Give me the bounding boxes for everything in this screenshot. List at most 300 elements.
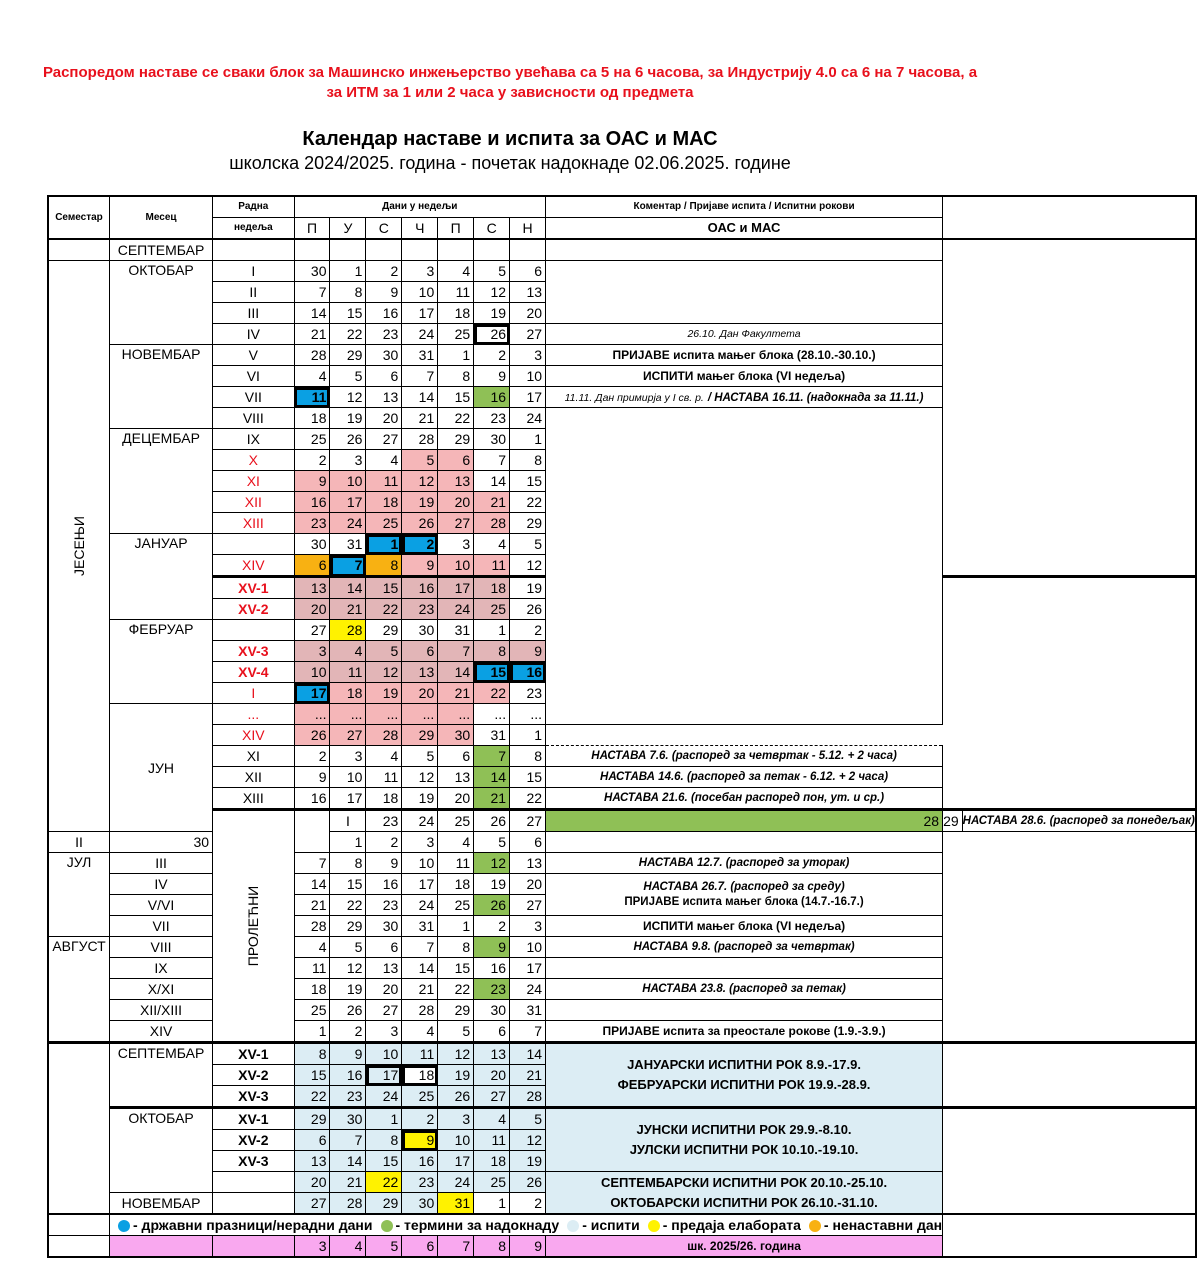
- calendar-row: [48, 387, 1196, 408]
- day-cell: ...: [438, 704, 474, 725]
- day-cell: 11: [402, 1043, 438, 1065]
- day-cell: 29: [330, 916, 366, 937]
- day-cell: 28: [294, 345, 330, 366]
- day-cell: 11: [438, 853, 474, 874]
- day-cell: 8: [510, 450, 546, 471]
- day-cell: 14: [474, 471, 510, 492]
- day-cell: 8: [294, 1043, 330, 1065]
- comment-cell: 26.10. Дан Факултета: [546, 324, 943, 345]
- day-cell: 22: [510, 788, 546, 810]
- comment-cell: НАСТАВА 21.6. (посебан распоред пон, ут. и ср.): [546, 788, 943, 810]
- comment-cell: ИСПИТИ мањег блока (VI недеља): [546, 366, 943, 387]
- day-cell: 9: [294, 767, 330, 788]
- comment-cell: ПРИЈАВЕ испита за преостале рокове (1.9.-3.9.): [546, 1021, 943, 1043]
- day-cell: 16: [402, 1151, 438, 1172]
- day-cell: 17: [438, 1151, 474, 1172]
- semester-header: Семестар: [48, 196, 110, 239]
- day-cell: 30: [294, 261, 330, 282]
- day-cell: 22: [474, 683, 510, 704]
- exam-period-label: ФЕБРУАРСКИ ИСПИТНИ РОК 19.9.-28.9.: [617, 1077, 871, 1092]
- day-cell: 9: [402, 1130, 438, 1151]
- day-cell: 2: [510, 1193, 546, 1215]
- day-cell: 15: [438, 958, 474, 979]
- day-cell: 18: [366, 788, 402, 810]
- day-cell: 28: [510, 1086, 546, 1108]
- day-cell: 14: [402, 958, 438, 979]
- day-cell: 14: [294, 874, 330, 895]
- legend-label: - предаја елабората: [662, 1216, 801, 1233]
- day-cell: 21: [294, 895, 330, 916]
- week-label: II: [48, 832, 110, 853]
- day-cell: 18: [366, 492, 402, 513]
- day-cell: 5: [330, 366, 366, 387]
- day-cell: 19: [330, 408, 366, 429]
- week-label: XV-3: [213, 641, 294, 662]
- day-cell: 28: [402, 1000, 438, 1021]
- day-cell: 4: [438, 261, 474, 282]
- day-cell: 15: [294, 1065, 330, 1086]
- day-cell: 1: [474, 620, 510, 641]
- day-cell: ...: [402, 704, 438, 725]
- week-label: XI: [213, 471, 294, 492]
- day-cell: 24: [366, 1086, 402, 1108]
- day-cell: ...: [366, 704, 402, 725]
- month-label: ОКТОБАР: [110, 261, 213, 345]
- comment-cell: [546, 1108, 943, 1172]
- month-label: ДЕЦЕМБАР: [110, 429, 213, 534]
- week-label: [213, 534, 294, 555]
- day-header-sun: Н: [510, 218, 546, 240]
- day-cell: 12: [402, 471, 438, 492]
- day-cell: 25: [474, 1172, 510, 1193]
- week-label: XIV: [213, 555, 294, 577]
- month-header: Месец: [110, 196, 213, 239]
- next-year-row: [48, 1236, 1196, 1258]
- day-cell: 12: [330, 958, 366, 979]
- semester-label-autumn: [48, 261, 110, 832]
- day-cell: 19: [510, 1151, 546, 1172]
- day-cell: 17: [402, 874, 438, 895]
- comment-cell: НАСТАВА 9.8. (распоред за четвртак): [546, 937, 943, 958]
- day-cell: 23: [366, 810, 402, 832]
- day-cell: 29: [294, 1108, 330, 1130]
- day-cell: 16: [294, 492, 330, 513]
- day-cell: 28: [402, 429, 438, 450]
- day-cell: 12: [474, 282, 510, 303]
- day-cell: 26: [294, 725, 330, 746]
- day-cell: 28: [330, 620, 366, 641]
- day-cell: ...: [510, 704, 546, 725]
- day-cell: 25: [438, 810, 474, 832]
- day-cell: 3: [294, 1236, 330, 1258]
- day-cell: 19: [474, 874, 510, 895]
- day-cell: 12: [438, 1043, 474, 1065]
- day-cell: 10: [402, 282, 438, 303]
- day-cell: 24: [510, 979, 546, 1000]
- comment-cell: [546, 1000, 943, 1021]
- day-cell: 19: [474, 303, 510, 324]
- day-cell: 26: [474, 324, 510, 345]
- semester-label-spring: [213, 810, 294, 1043]
- day-cell: 22: [438, 408, 474, 429]
- page-title: Календар наставе и испита за ОАС и МАС: [302, 128, 718, 150]
- day-cell: 5: [474, 261, 510, 282]
- day-cell: 11: [294, 958, 330, 979]
- comment-header: Коментар / Пријаве испита / Испитни рокови: [546, 196, 943, 218]
- week-label: XV-1: [213, 1108, 294, 1130]
- day-cell: 30: [402, 620, 438, 641]
- day-cell: 5: [438, 1021, 474, 1043]
- day-cell: 17: [510, 387, 546, 408]
- calendar-row: [48, 725, 1196, 746]
- day-cell: 3: [294, 641, 330, 662]
- week-label: XI: [213, 746, 294, 767]
- day-cell: 17: [510, 958, 546, 979]
- day-cell: 9: [366, 282, 402, 303]
- day-cell: 12: [510, 1130, 546, 1151]
- comment-cell: НАСТАВА 12.7. (распоред за уторак): [546, 853, 943, 874]
- day-cell: 5: [402, 450, 438, 471]
- day-header-sat: С: [474, 218, 510, 240]
- day-cell: 20: [474, 1065, 510, 1086]
- day-cell: 2: [366, 832, 402, 853]
- day-cell: 21: [438, 683, 474, 704]
- day-cell: 20: [366, 979, 402, 1000]
- day-cell: 26: [510, 599, 546, 620]
- spacer: [48, 1236, 110, 1258]
- day-cell: 31: [402, 916, 438, 937]
- legend-swatch-icon: [567, 1220, 579, 1232]
- day-cell: 26: [330, 429, 366, 450]
- day-cell: 25: [402, 1086, 438, 1108]
- day-cell: 10: [510, 366, 546, 387]
- calendar-row: [48, 1108, 1196, 1130]
- day-cell: 28: [330, 1193, 366, 1215]
- day-cell: 10: [402, 853, 438, 874]
- day-cell: 29: [366, 620, 402, 641]
- day-cell: 13: [438, 471, 474, 492]
- day-cell: 11: [366, 767, 402, 788]
- day-cell: 24: [330, 513, 366, 534]
- day-cell: 7: [474, 746, 510, 767]
- calendar-row: [48, 810, 1196, 832]
- day-cell: 26: [510, 1172, 546, 1193]
- comment-cell: [546, 261, 943, 324]
- exam-period-label: СЕПТЕМБАРСКИ ИСПИТНИ РОК 20.10.-25.10.: [600, 1174, 888, 1190]
- day-cell: 2: [294, 746, 330, 767]
- comment-cell: ПРИЈАВЕ испита мањег блока (28.10.-30.10.): [546, 345, 943, 366]
- week-label: IX: [213, 429, 294, 450]
- day-cell: 18: [294, 408, 330, 429]
- day-cell: 23: [294, 513, 330, 534]
- comment-note: ПРИЈАВЕ испита мањег блока (14.7.-16.7.): [624, 895, 864, 908]
- day-header-tue: У: [330, 218, 366, 240]
- day-cell: 30: [438, 725, 474, 746]
- day-cell: 8: [366, 1130, 402, 1151]
- day-cell: 19: [438, 1065, 474, 1086]
- week-label: VII: [213, 387, 294, 408]
- day-cell: 13: [294, 1151, 330, 1172]
- comment-cell: НАСТАВА 7.6. (распоред за четвртак - 5.12. + 2 часа): [546, 746, 943, 767]
- day-cell: 16: [366, 874, 402, 895]
- day-cell: 6: [474, 1021, 510, 1043]
- day-cell: 29: [943, 810, 963, 832]
- day-cell: 7: [510, 1021, 546, 1043]
- comment-cell: [546, 408, 943, 725]
- day-cell: 21: [402, 979, 438, 1000]
- exam-period-label: ЈУЛСКИ ИСПИТНИ РОК 10.10.-19.10.: [629, 1142, 859, 1157]
- day-cell: 31: [330, 534, 366, 555]
- day-cell: 2: [366, 261, 402, 282]
- day-cell: 5: [474, 832, 510, 853]
- day-cell: 24: [402, 810, 438, 832]
- spacer: [110, 1236, 213, 1258]
- day-cell: 15: [474, 662, 510, 683]
- day-cell: 28: [474, 513, 510, 534]
- day-cell: 4: [366, 450, 402, 471]
- week-label: XV-2: [213, 1065, 294, 1086]
- day-cell: 8: [510, 746, 546, 767]
- week-label: I: [330, 810, 366, 832]
- legend-swatch-icon: [648, 1220, 660, 1232]
- day-cell: 17: [366, 1065, 402, 1086]
- day-cell: 31: [438, 620, 474, 641]
- day-cell: 8: [474, 641, 510, 662]
- day-cell: 1: [474, 1193, 510, 1215]
- day-cell: 24: [402, 895, 438, 916]
- day-cell: 11: [474, 555, 510, 577]
- semester-label-text: ПРОЛЕЋНИ: [245, 885, 262, 967]
- day-cell: 14: [330, 1151, 366, 1172]
- day-cell: 21: [330, 1172, 366, 1193]
- day-cell: 16: [402, 577, 438, 599]
- week-label: XII: [213, 492, 294, 513]
- day-cell: 3: [366, 1021, 402, 1043]
- day-cell: 23: [474, 408, 510, 429]
- day-cell: 3: [438, 534, 474, 555]
- day-cell: 25: [294, 1000, 330, 1021]
- day-cell: 25: [438, 324, 474, 345]
- day-cell: 27: [438, 513, 474, 534]
- day-cell: 23: [330, 1086, 366, 1108]
- day-cell: 5: [510, 1108, 546, 1130]
- comment-cell: [546, 239, 943, 261]
- day-cell: 4: [330, 1236, 366, 1258]
- day-cell: 7: [402, 937, 438, 958]
- day-cell: 14: [402, 387, 438, 408]
- day-cell: 22: [366, 1172, 402, 1193]
- comment-cell: [546, 1043, 943, 1108]
- month-label: ЈУН: [110, 704, 213, 832]
- day-cell: 1: [510, 725, 546, 746]
- day-cell: 14: [510, 1043, 546, 1065]
- day-cell: 3: [402, 261, 438, 282]
- day-cell: 16: [294, 788, 330, 810]
- week-label: I: [213, 261, 294, 282]
- week-label: XIII: [213, 513, 294, 534]
- week-label: VIII: [110, 937, 213, 958]
- day-cell: 14: [330, 577, 366, 599]
- day-cell: 15: [510, 471, 546, 492]
- days-of-week-header: Дани у недељи: [294, 196, 545, 218]
- comment-cell: [546, 958, 943, 979]
- day-cell: 15: [438, 387, 474, 408]
- day-cell: 3: [330, 450, 366, 471]
- day-cell: 7: [294, 853, 330, 874]
- day-cell: 21: [402, 408, 438, 429]
- day-cell: 12: [402, 767, 438, 788]
- page-subtitle: школска 2024/2025. година - почетак надокнаде 02.06.2025. године: [229, 153, 791, 173]
- week-label: XV-3: [213, 1086, 294, 1108]
- calendar-row: [48, 366, 1196, 387]
- day-cell: ...: [474, 704, 510, 725]
- day-cell: 20: [510, 303, 546, 324]
- day-cell: 13: [366, 958, 402, 979]
- month-label: СЕПТЕМБАР: [110, 239, 213, 261]
- day-cell: 17: [402, 303, 438, 324]
- week-label: XIV: [110, 1021, 213, 1043]
- day-cell: 7: [438, 641, 474, 662]
- day-cell: 24: [438, 1172, 474, 1193]
- day-cell: ...: [294, 704, 330, 725]
- semester-cell-empty: [48, 239, 110, 261]
- month-label: СЕПТЕМБАР: [110, 1043, 213, 1108]
- day-cell: 31: [510, 1000, 546, 1021]
- day-cell: 13: [366, 387, 402, 408]
- calendar-row: [48, 1172, 1196, 1193]
- day-cell: 21: [330, 599, 366, 620]
- week-label: V/VI: [110, 895, 213, 916]
- day-cell: 9: [366, 853, 402, 874]
- calendar-row: [48, 345, 1196, 366]
- legend-label: - ненаставни дан: [823, 1216, 943, 1233]
- day-cell: 2: [402, 534, 438, 555]
- comment-cell: [546, 874, 943, 916]
- day-cell: 9: [510, 1236, 546, 1258]
- day-cell: 5: [510, 534, 546, 555]
- day-cell: 17: [438, 577, 474, 599]
- day-cell: 19: [402, 492, 438, 513]
- day-cell: 30: [366, 345, 402, 366]
- day-cell: 18: [294, 979, 330, 1000]
- week-label: XV-2: [213, 1130, 294, 1151]
- day-cell: 10: [294, 662, 330, 683]
- day-cell: 9: [402, 555, 438, 577]
- calendar-row: [48, 324, 1196, 345]
- week-label: VI: [213, 366, 294, 387]
- day-cell: 13: [294, 577, 330, 599]
- legend-swatch-icon: [118, 1220, 130, 1232]
- day-cell: 9: [474, 366, 510, 387]
- day-cell: 27: [510, 810, 546, 832]
- day-cell: 15: [330, 303, 366, 324]
- day-cell: 7: [330, 555, 366, 577]
- day-cell: 1: [330, 261, 366, 282]
- day-cell: 2: [330, 1021, 366, 1043]
- day-header-thu: Ч: [402, 218, 438, 240]
- week-label: [213, 1172, 294, 1193]
- day-cell: 12: [366, 662, 402, 683]
- day-cell: 8: [474, 1236, 510, 1258]
- day-cell: 11: [474, 1130, 510, 1151]
- day-cell: 10: [330, 471, 366, 492]
- day-cell: 25: [474, 599, 510, 620]
- day-cell: 17: [330, 788, 366, 810]
- legend-swatch-icon: [809, 1220, 821, 1232]
- day-cell: 22: [510, 492, 546, 513]
- day-cell: 9: [474, 937, 510, 958]
- day-cell: 7: [474, 450, 510, 471]
- month-label: НОВЕМБАР: [110, 1193, 213, 1215]
- day-cell: 30: [110, 832, 213, 853]
- day-cell: 23: [510, 683, 546, 704]
- day-cell: ...: [330, 704, 366, 725]
- day-cell: 26: [402, 513, 438, 534]
- day-cell: 10: [510, 937, 546, 958]
- day-cell: 22: [438, 979, 474, 1000]
- week-label: XV-1: [213, 577, 294, 599]
- month-label: ФЕБРУАР: [110, 620, 213, 704]
- day-cell: 19: [402, 788, 438, 810]
- day-cell: 13: [402, 662, 438, 683]
- day-cell: 14: [474, 767, 510, 788]
- month-label: ЈУЛ: [48, 853, 110, 937]
- day-cell: 4: [294, 937, 330, 958]
- week-label: [213, 239, 294, 261]
- day-cell: 2: [402, 1108, 438, 1130]
- week-label: [213, 620, 294, 641]
- day-cell: 6: [294, 555, 330, 577]
- day-cell: 7: [330, 1130, 366, 1151]
- calendar-row: [48, 1043, 1196, 1065]
- day-cell: 11: [366, 471, 402, 492]
- day-cell: 22: [330, 895, 366, 916]
- comment-cell: [546, 1172, 943, 1215]
- day-cell: 12: [510, 555, 546, 577]
- comment-cell: НАСТАВА 28.6. (распоред за понедељак): [962, 810, 1196, 832]
- day-cell: 31: [438, 1193, 474, 1215]
- day-cell: 4: [474, 534, 510, 555]
- day-cell: 7: [438, 1236, 474, 1258]
- day-cell: 22: [330, 324, 366, 345]
- day-cell: 8: [438, 937, 474, 958]
- day-cell: 26: [438, 1086, 474, 1108]
- day-cell: 8: [366, 555, 402, 577]
- day-cell: 25: [438, 895, 474, 916]
- week-label: XV-3: [213, 1151, 294, 1172]
- day-cell: 23: [474, 979, 510, 1000]
- day-cell: 19: [510, 577, 546, 599]
- day-cell: 28: [546, 810, 943, 832]
- day-cell: 10: [366, 1043, 402, 1065]
- day-cell: 31: [402, 345, 438, 366]
- week-label: VII: [110, 916, 213, 937]
- day-cell: 18: [474, 1151, 510, 1172]
- calendar-table: [47, 195, 1197, 1258]
- day-cell: 30: [294, 534, 330, 555]
- day-cell: 20: [438, 788, 474, 810]
- day-header-wed: С: [366, 218, 402, 240]
- day-cell: 21: [474, 788, 510, 810]
- day-cell: 9: [294, 471, 330, 492]
- day-cell: 12: [474, 853, 510, 874]
- day-cell: 6: [510, 832, 546, 853]
- week-label: XIV: [213, 725, 294, 746]
- day-cell: 24: [438, 599, 474, 620]
- week-label: IV: [213, 324, 294, 345]
- exam-period-label: ЈАНУАРСКИ ИСПИТНИ РОК 8.9.-17.9.: [627, 1057, 861, 1072]
- day-cell: 17: [294, 683, 330, 704]
